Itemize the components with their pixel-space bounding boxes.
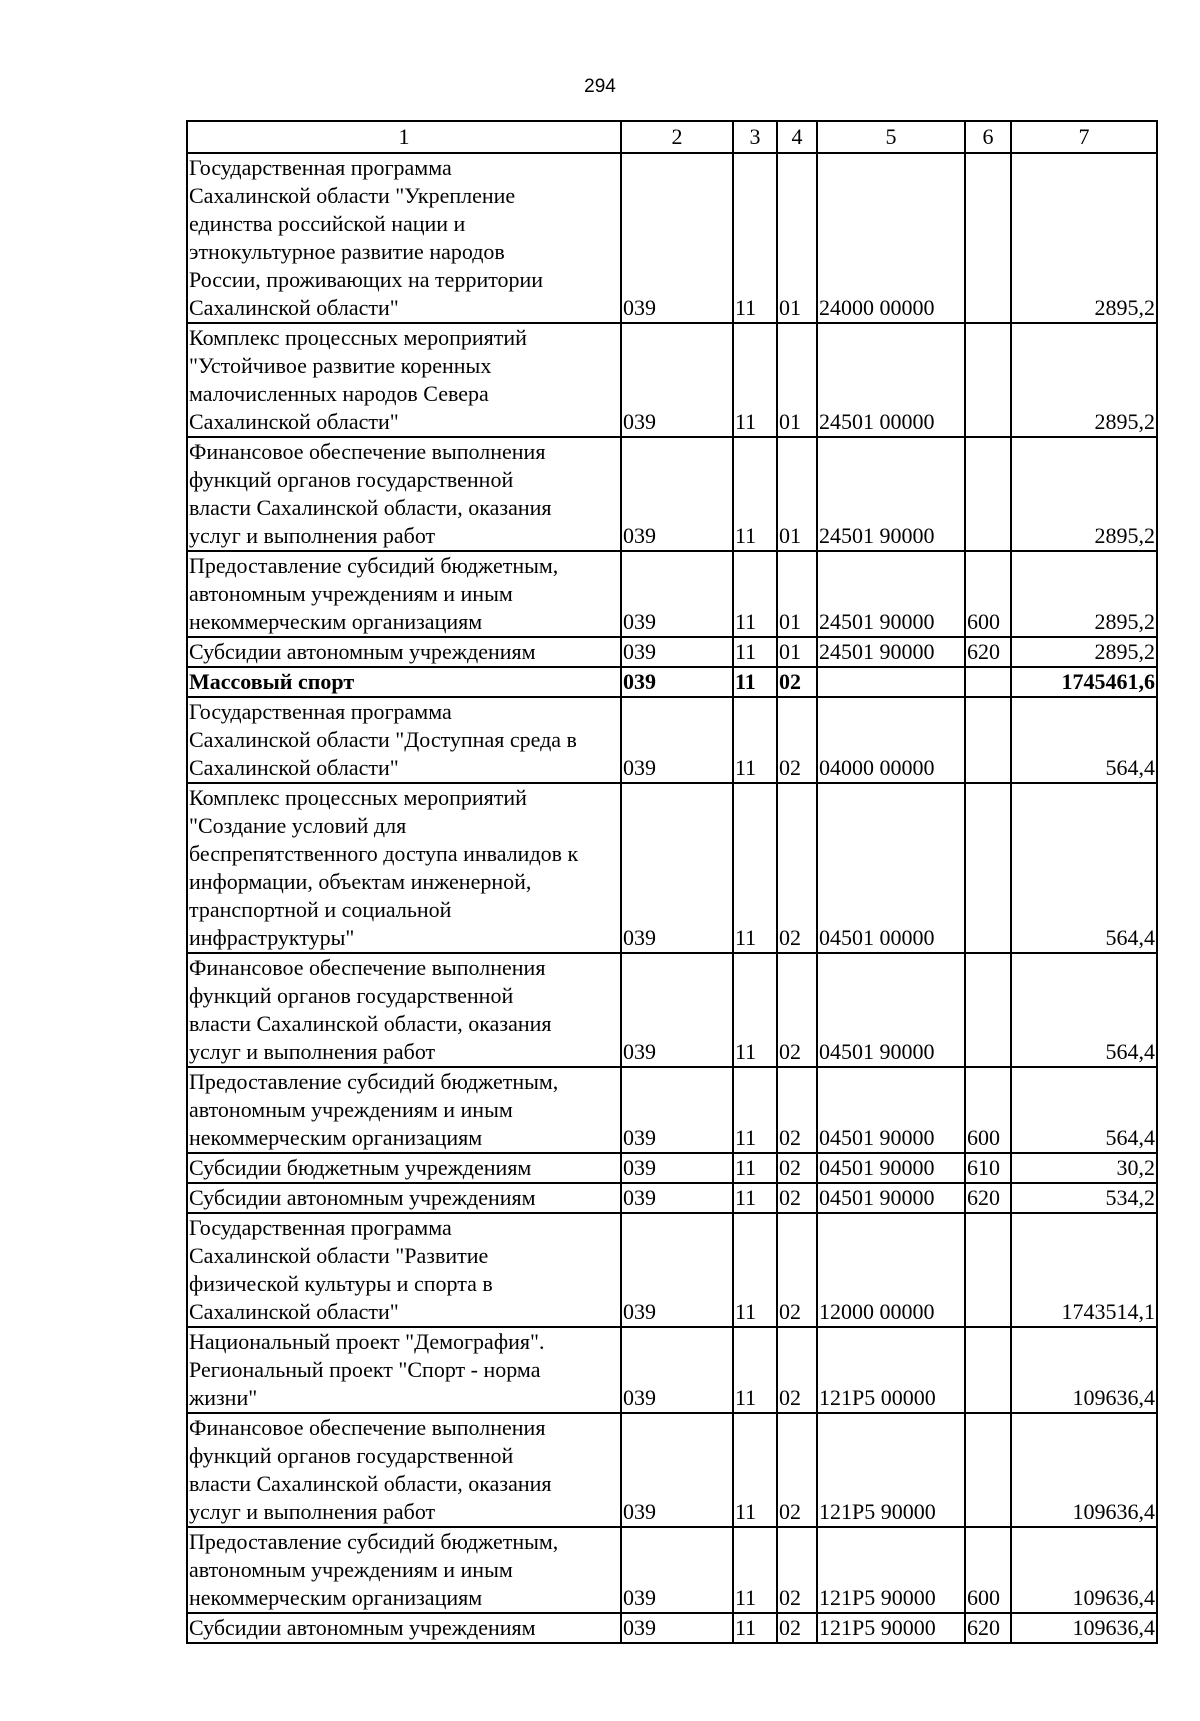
section-code: 11 (733, 1327, 777, 1413)
table-row-section (187, 667, 1157, 697)
column-header: 7 (1011, 121, 1157, 153)
expense-type-code (965, 153, 1011, 323)
amount: 1745461,6 (1011, 667, 1157, 697)
table-row (187, 323, 1157, 437)
table-row (187, 153, 1157, 323)
table-row (187, 1413, 1157, 1527)
amount: 564,4 (1011, 697, 1157, 783)
subsection-code: 02 (777, 1613, 817, 1643)
section-code: 11 (733, 953, 777, 1067)
section-code: 11 (733, 1213, 777, 1327)
ministry-code: 039 (621, 437, 733, 551)
subsection-code: 01 (777, 323, 817, 437)
ministry-code: 039 (621, 1527, 733, 1613)
target-item-code: 04501 90000 (817, 1183, 965, 1213)
item-name: Комплекс процессных мероприятий "Устойчивое развитие коренных малочисленных народов Севера Сахалинской области" (187, 323, 621, 437)
subsection-code: 02 (777, 667, 817, 697)
table-row (187, 1527, 1157, 1613)
budget-table (186, 120, 1158, 1644)
table-row (187, 1213, 1157, 1327)
subsection-code: 02 (777, 783, 817, 953)
subsection-code: 01 (777, 637, 817, 667)
subsection-code: 02 (777, 1153, 817, 1183)
expense-type-code: 620 (965, 1613, 1011, 1643)
target-item-code: 04501 00000 (817, 783, 965, 953)
subsection-code: 02 (777, 1527, 817, 1613)
header-row (187, 121, 1157, 153)
section-code: 11 (733, 1527, 777, 1613)
expense-type-code: 620 (965, 1183, 1011, 1213)
item-name: Финансовое обеспечение выполнения функций органов государственной власти Сахалинской области, оказания услуг и выполнения работ (187, 1413, 621, 1527)
item-name: Субсидии автономным учреждениям (187, 637, 621, 667)
table-row (187, 1327, 1157, 1413)
target-item-code: 121P5 90000 (817, 1413, 965, 1527)
ministry-code: 039 (621, 1153, 733, 1183)
target-item-code: 24000 00000 (817, 153, 965, 323)
column-header: 3 (733, 121, 777, 153)
item-name: Субсидии автономным учреждениям (187, 1183, 621, 1213)
ministry-code: 039 (621, 1183, 733, 1213)
ministry-code: 039 (621, 1213, 733, 1327)
section-code: 11 (733, 783, 777, 953)
item-name: Финансовое обеспечение выполнения функций органов государственной власти Сахалинской области, оказания услуг и выполнения работ (187, 437, 621, 551)
subsection-code: 02 (777, 1183, 817, 1213)
target-item-code: 24501 00000 (817, 323, 965, 437)
table-row (187, 637, 1157, 667)
section-code: 11 (733, 437, 777, 551)
table-row (187, 953, 1157, 1067)
amount: 30,2 (1011, 1153, 1157, 1183)
ministry-code: 039 (621, 1327, 733, 1413)
subsection-code: 02 (777, 1067, 817, 1153)
target-item-code (817, 667, 965, 697)
section-code: 11 (733, 1153, 777, 1183)
section-code: 11 (733, 637, 777, 667)
expense-type-code: 600 (965, 551, 1011, 637)
target-item-code: 121P5 90000 (817, 1613, 965, 1643)
table-row (187, 1183, 1157, 1213)
item-name: Финансовое обеспечение выполнения функций органов государственной власти Сахалинской области, оказания услуг и выполнения работ (187, 953, 621, 1067)
expense-type-code (965, 437, 1011, 551)
target-item-code: 121P5 00000 (817, 1327, 965, 1413)
subsection-code: 01 (777, 551, 817, 637)
ministry-code: 039 (621, 551, 733, 637)
item-name: Предоставление субсидий бюджетным, автономным учреждениям и иным некоммерческим организациям (187, 551, 621, 637)
table-row (187, 1067, 1157, 1153)
expense-type-code: 620 (965, 637, 1011, 667)
expense-type-code: 610 (965, 1153, 1011, 1183)
column-header: 2 (621, 121, 733, 153)
expense-type-code (965, 783, 1011, 953)
item-name: Государственная программа Сахалинской области "Развитие физической культуры и спорта в Сахалинской области" (187, 1213, 621, 1327)
ministry-code: 039 (621, 1413, 733, 1527)
target-item-code: 24501 90000 (817, 637, 965, 667)
amount: 534,2 (1011, 1183, 1157, 1213)
table-row (187, 1153, 1157, 1183)
target-item-code: 04000 00000 (817, 697, 965, 783)
expense-type-code (965, 697, 1011, 783)
expense-type-code: 600 (965, 1527, 1011, 1613)
ministry-code: 039 (621, 153, 733, 323)
target-item-code: 24501 90000 (817, 437, 965, 551)
item-name: Государственная программа Сахалинской области "Доступная среда в Сахалинской области" (187, 697, 621, 783)
item-name: Комплекс процессных мероприятий "Создание условий для беспрепятственного доступа инвалидов к информации, объектам инженерной, транспортной и социальной инфраструктуры" (187, 783, 621, 953)
amount: 564,4 (1011, 953, 1157, 1067)
page-number: 294 (584, 76, 616, 97)
amount: 109636,4 (1011, 1613, 1157, 1643)
expense-type-code (965, 323, 1011, 437)
section-code: 11 (733, 1413, 777, 1527)
table-row (187, 551, 1157, 637)
target-item-code: 24501 90000 (817, 551, 965, 637)
column-header: 1 (187, 121, 621, 153)
section-code: 11 (733, 1067, 777, 1153)
section-code: 11 (733, 153, 777, 323)
expense-type-code (965, 1213, 1011, 1327)
ministry-code: 039 (621, 783, 733, 953)
amount: 2895,2 (1011, 437, 1157, 551)
table-row (187, 1613, 1157, 1643)
amount: 564,4 (1011, 1067, 1157, 1153)
column-header: 5 (817, 121, 965, 153)
table-row (187, 783, 1157, 953)
subsection-code: 02 (777, 1413, 817, 1527)
subsection-code: 02 (777, 1213, 817, 1327)
section-code: 11 (733, 1183, 777, 1213)
column-header: 6 (965, 121, 1011, 153)
table-row (187, 697, 1157, 783)
item-name: Предоставление субсидий бюджетным, автономным учреждениям и иным некоммерческим организациям (187, 1067, 621, 1153)
amount: 109636,4 (1011, 1327, 1157, 1413)
ministry-code: 039 (621, 637, 733, 667)
amount: 2895,2 (1011, 153, 1157, 323)
subsection-code: 01 (777, 437, 817, 551)
amount: 2895,2 (1011, 551, 1157, 637)
subsection-code: 01 (777, 153, 817, 323)
target-item-code: 121P5 90000 (817, 1527, 965, 1613)
target-item-code: 04501 90000 (817, 1067, 965, 1153)
ministry-code: 039 (621, 1613, 733, 1643)
ministry-code: 039 (621, 1067, 733, 1153)
target-item-code: 04501 90000 (817, 953, 965, 1067)
target-item-code: 04501 90000 (817, 1153, 965, 1183)
subsection-code: 02 (777, 1327, 817, 1413)
expense-type-code: 600 (965, 1067, 1011, 1153)
ministry-code: 039 (621, 953, 733, 1067)
section-code: 11 (733, 667, 777, 697)
amount: 109636,4 (1011, 1527, 1157, 1613)
ministry-code: 039 (621, 667, 733, 697)
subsection-code: 02 (777, 697, 817, 783)
expense-type-code (965, 1413, 1011, 1527)
ministry-code: 039 (621, 323, 733, 437)
section-code: 11 (733, 323, 777, 437)
subsection-code: 02 (777, 953, 817, 1067)
amount: 564,4 (1011, 783, 1157, 953)
section-code: 11 (733, 697, 777, 783)
item-name: Национальный проект "Демография". Региональный проект "Спорт - норма жизни" (187, 1327, 621, 1413)
amount: 2895,2 (1011, 323, 1157, 437)
target-item-code: 12000 00000 (817, 1213, 965, 1327)
item-name: Субсидии бюджетным учреждениям (187, 1153, 621, 1183)
amount: 1743514,1 (1011, 1213, 1157, 1327)
expense-type-code (965, 1327, 1011, 1413)
section-code: 11 (733, 551, 777, 637)
item-name: Государственная программа Сахалинской области "Укрепление единства российской нации и этнокультурное развитие народов России, проживающих на территории Сахалинской области" (187, 153, 621, 323)
amount: 2895,2 (1011, 637, 1157, 667)
expense-type-code (965, 953, 1011, 1067)
item-name: Субсидии автономным учреждениям (187, 1613, 621, 1643)
section-code: 11 (733, 1613, 777, 1643)
column-header: 4 (777, 121, 817, 153)
ministry-code: 039 (621, 697, 733, 783)
item-name: Предоставление субсидий бюджетным, автономным учреждениям и иным некоммерческим организациям (187, 1527, 621, 1613)
expense-type-code (965, 667, 1011, 697)
amount: 109636,4 (1011, 1413, 1157, 1527)
table-row (187, 437, 1157, 551)
item-name: Массовый спорт (187, 667, 621, 697)
